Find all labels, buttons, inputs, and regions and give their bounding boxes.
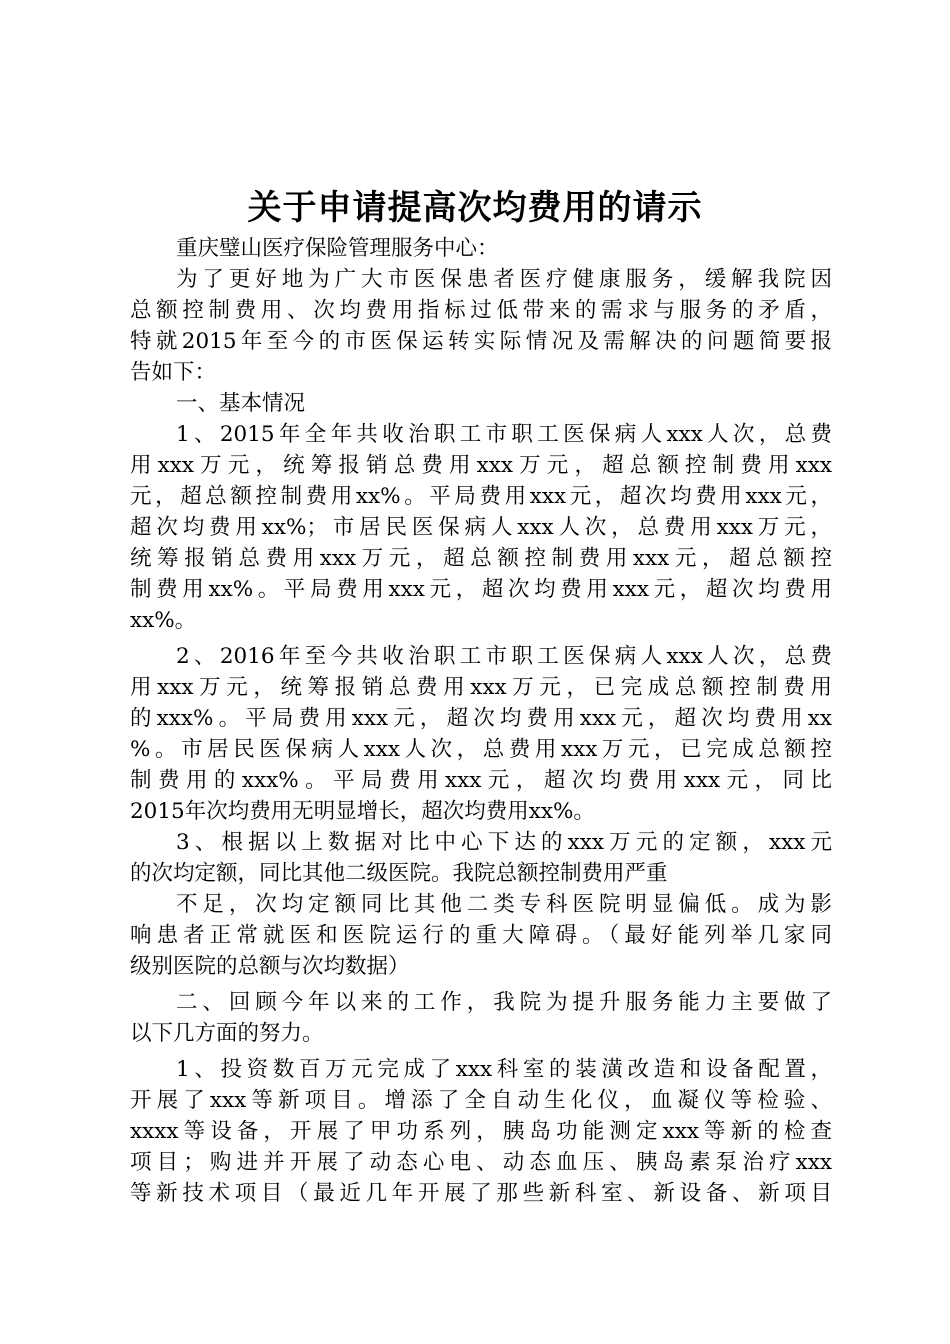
text-line-content: %。市居民医保病人xxx人次，总费用xxx万元，已完成总额控 [130,737,832,762]
text-line-content: 二、回顾今年以来的工作，我院为提升服务能力主要做了 [176,990,832,1015]
text-line [130,1178,832,1209]
text-line-content: 2、2016年至今共收治职工市职工医保病人xxx人次，总费 [176,644,832,669]
text-line-content: 元，超总额控制费用xx%。平局费用xxx元，超次均费用xxx元， [130,484,832,509]
text-line-content: 告如下： [130,360,217,385]
document-body [130,233,832,1209]
text-line-content: 1、投资数百万元完成了xxx科室的装潢改造和设备配置， [176,1057,832,1082]
text-line [130,450,832,481]
text-line [130,543,832,574]
text-line-content: 制费用的xxx%。平局费用xxx元，超次均费用xxx元，同比 [130,768,832,793]
text-line-content: 项目；购进并开展了动态心电、动态血压、胰岛素泵治疗xxx [130,1150,832,1175]
text-line-content: 响患者正常就医和医院运行的重大障碍。（最好能列举几家同 [130,923,832,948]
text-line-content: 的次均定额，同比其他二级医院。我院总额控制费用严重 [130,861,668,886]
text-line [130,1085,832,1116]
text-line [130,481,832,512]
text-line [130,858,832,889]
text-line-content: xxxx等设备，开展了甲功系列，胰岛功能测定xxx等新的检查 [130,1119,832,1144]
text-line [130,605,832,636]
text-line-content: 等新技术项目（最近几年开展了那些新科室、新设备、新项目 [130,1181,832,1206]
text-line-content: xx%。 [130,608,197,633]
text-line [130,1116,832,1147]
text-line [130,672,832,703]
text-line [130,765,832,796]
text-line [130,827,832,858]
text-line [130,512,832,543]
text-line-content: 开展了xxx等新项目。增添了全自动生化仪，血凝仪等检验、 [130,1088,832,1113]
text-line [130,295,832,326]
text-line-content: 用xxx万元，统筹报销总费用xxx万元，超总额控制费用xxx [130,453,832,478]
text-line [130,920,832,951]
text-line-content: 以下几方面的努力。 [130,1021,324,1046]
text-line-content: 3、根据以上数据对比中心下达的xxx万元的定额，xxx元 [176,830,832,855]
text-line [130,703,832,734]
text-line [130,889,832,920]
text-line [130,1054,832,1085]
text-line [130,641,832,672]
text-line-content: 的xxx%。平局费用xxx元，超次均费用xxx元，超次均费用xx [130,706,832,731]
text-line [130,734,832,765]
document-title: 关于申请提高次均费用的请示 [247,188,703,228]
text-line [130,796,832,827]
text-line-content: 统筹报销总费用xxx万元，超总额控制费用xxx元，超总额控 [130,546,832,571]
text-line-content: 制费用xx%。平局费用xxx元，超次均费用xxx元，超次均费用 [130,577,832,602]
text-line [130,388,832,419]
text-line-content: 1、2015年全年共收治职工市职工医保病人xxx人次，总费 [176,422,832,447]
text-line-content: 为了更好地为广大市医保患者医疗健康服务，缓解我院因 [176,267,832,292]
text-line [130,951,832,982]
text-line [130,357,832,388]
text-line [130,574,832,605]
text-line-content: 重庆璧山医疗保险管理服务中心： [176,236,499,261]
text-line [130,326,832,357]
text-line-content: 用xxx万元，统筹报销总费用xxx万元，已完成总额控制费用 [130,675,832,700]
text-line [130,264,832,295]
text-line-content: 一、基本情况 [176,391,306,416]
text-line [130,419,832,450]
text-line-content: 超次均费用xx%；市居民医保病人xxx人次，总费用xxx万元， [130,515,832,540]
text-line-content: 2015年次均费用无明显增长，超次均费用xx%。 [130,799,595,824]
text-line-content: 总额控制费用、次均费用指标过低带来的需求与服务的矛盾， [130,298,832,323]
text-line-content: 级别医院的总额与次均数据） [130,954,410,979]
text-line [130,1147,832,1178]
text-line [130,233,832,264]
text-line [130,1018,832,1049]
text-line-content: 不足，次均定额同比其他二类专科医院明显偏低。成为影 [176,892,832,917]
text-line-content: 特就2015年至今的市医保运转实际情况及需解决的问题简要报 [130,329,832,354]
text-line [130,987,832,1018]
